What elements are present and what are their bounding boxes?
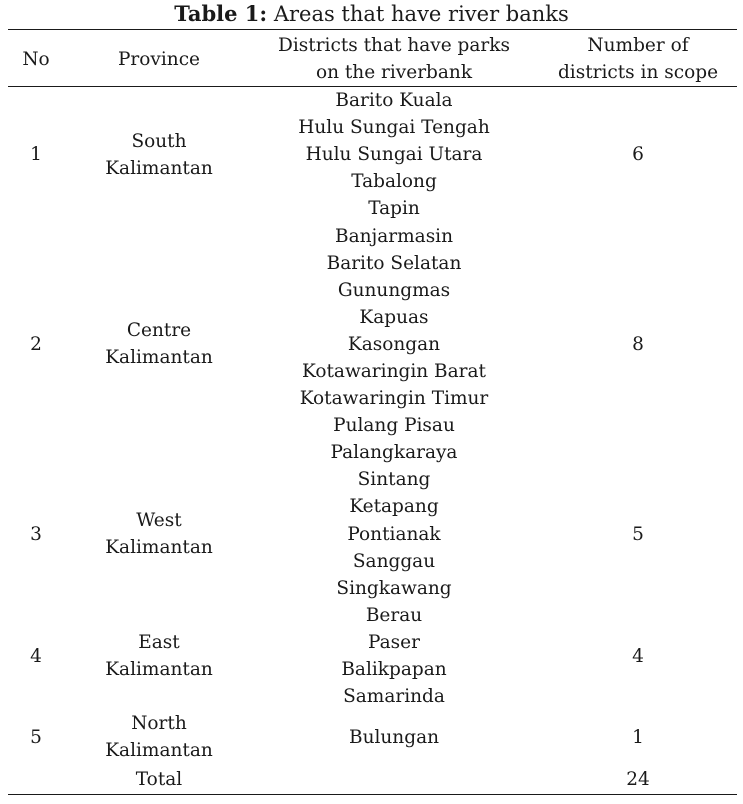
row-province-line: Kalimantan <box>105 537 213 559</box>
district-name: Banjarmasin <box>334 225 454 247</box>
district-name: Ketapang <box>349 496 439 518</box>
total-count: 24 <box>626 769 650 790</box>
district-name: Samarinda <box>343 686 445 708</box>
district-name: Singkawang <box>336 577 452 599</box>
row-province-line: East <box>138 632 180 654</box>
district-name: Kapuas <box>359 306 429 328</box>
district-name: Gunungmas <box>337 279 451 301</box>
table-row <box>0 602 743 710</box>
row-province-line: South <box>131 130 187 152</box>
district-name: Palangkaraya <box>330 442 458 464</box>
row-province-line: Kalimantan <box>105 659 213 681</box>
row-districts <box>246 466 542 601</box>
row-province <box>72 710 246 764</box>
header-districts <box>246 32 542 86</box>
district-name: Kotawaringin Barat <box>302 360 486 382</box>
row-district-count <box>534 87 742 223</box>
header-number <box>534 32 742 86</box>
district-name: Pontianak <box>347 523 441 545</box>
district-name: Kotawaringin Timur <box>299 388 489 410</box>
row-province-line: West <box>136 510 182 532</box>
row-province-line: Kalimantan <box>105 347 213 369</box>
row-province <box>72 87 246 223</box>
row-number <box>0 602 72 710</box>
row-district-count <box>534 466 742 602</box>
district-name: Balikpapan <box>341 659 447 681</box>
header-number-line2: districts in scope <box>557 62 719 83</box>
row-district-count-text: 5 <box>632 523 644 545</box>
row-province-line: Centre <box>126 320 192 342</box>
district-name: Pulang Pisau <box>333 415 455 437</box>
row-province <box>72 466 246 602</box>
row-district-count <box>534 602 742 710</box>
table-row <box>0 223 743 467</box>
row-district-count <box>534 223 742 467</box>
header-no <box>0 32 72 86</box>
row-province-line: North <box>131 713 187 735</box>
header-number-line1: Number of <box>587 35 689 56</box>
table-top-rule <box>8 29 737 30</box>
row-province <box>72 223 246 467</box>
row-district-count-text: 4 <box>632 645 644 667</box>
row-number-text: 3 <box>30 523 42 545</box>
table-row <box>0 87 743 223</box>
row-districts <box>246 87 542 222</box>
district-name: Hulu Sungai Utara <box>305 144 483 166</box>
district-name: Paser <box>368 631 420 653</box>
header-districts-line2: on the riverbank <box>315 62 473 83</box>
total-label: Total <box>135 769 183 790</box>
header-province-text: Province <box>117 48 201 70</box>
district-name: Kasongan <box>347 333 441 355</box>
row-districts <box>246 602 542 710</box>
table-caption-text: Areas that have river banks <box>267 2 569 26</box>
district-name: Tabalong <box>351 171 437 193</box>
header-districts-line1: Districts that have parks <box>278 35 510 56</box>
table-caption-label: Table 1: <box>174 1 268 26</box>
district-name: Tapin <box>368 198 420 220</box>
table-row <box>0 710 743 764</box>
row-districts <box>246 710 542 764</box>
district-name: Sanggau <box>352 550 436 572</box>
row-number <box>0 87 72 223</box>
district-name: Barito Selatan <box>326 252 462 274</box>
row-province-line: Kalimantan <box>105 740 213 762</box>
table-caption <box>0 0 743 28</box>
row-district-count-text: 8 <box>632 333 644 355</box>
row-number <box>0 466 72 602</box>
header-no-text: No <box>22 48 50 70</box>
row-districts <box>246 223 542 467</box>
row-number <box>0 710 72 764</box>
row-number-text: 2 <box>30 333 42 355</box>
row-district-count-text: 6 <box>632 144 644 166</box>
row-number-text: 4 <box>30 645 42 667</box>
table-row <box>0 466 743 602</box>
district-name: Bulungan <box>348 726 440 748</box>
district-name: Berau <box>365 604 423 626</box>
row-province <box>72 602 246 710</box>
row-number-text: 5 <box>30 726 42 748</box>
header-province <box>72 32 246 86</box>
row-province-line: Kalimantan <box>105 157 213 179</box>
district-name: Sintang <box>357 469 431 491</box>
row-district-count <box>534 710 742 764</box>
table-total-row <box>0 766 743 793</box>
row-district-count-text: 1 <box>632 726 644 748</box>
row-number <box>0 223 72 467</box>
district-name: Hulu Sungai Tengah <box>298 117 490 139</box>
table-bottom-rule <box>8 794 737 795</box>
row-number-text: 1 <box>30 144 42 166</box>
district-name: Barito Kuala <box>335 90 453 111</box>
